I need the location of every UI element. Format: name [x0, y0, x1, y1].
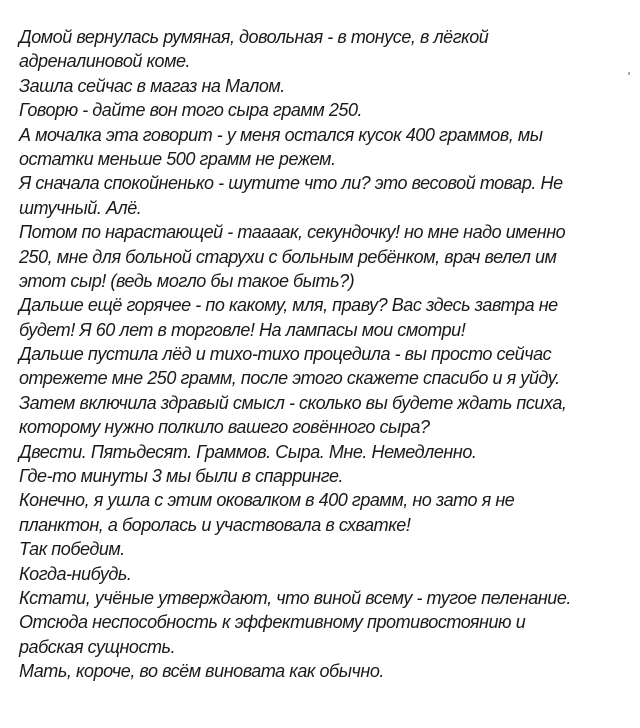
text-line: Где-то минуты 3 мы были в спарринге. — [19, 466, 344, 487]
text-line: А мочалка эта говорит - у меня остался кусок 400 граммов, мы — [19, 124, 543, 145]
text-line: рабская сущность. — [19, 636, 176, 657]
text-line: Мать, короче, во всём виновата как обычно. — [19, 661, 384, 682]
text-line: Зашла сейчас в магаз на Малом. — [19, 75, 285, 96]
text-line: Дальше ещё горячее - по какому, мля, праву? Вас здесь завтра не — [19, 295, 558, 316]
text-line: Когда-нибудь. — [19, 563, 132, 584]
text-line: Отсюда неспособность к эффективному противостоянию и — [19, 612, 526, 633]
text-line: Говорю - дайте вон того сыра грамм 250. — [19, 100, 363, 121]
text-line: Двести. Пятьдесят. Граммов. Сыра. Мне. Немедленно. — [19, 441, 477, 462]
text-line: Домой вернулась румяная, довольная - в тонусе, в лёгкой — [19, 27, 489, 47]
story-text — [19, 25, 571, 684]
text-line: Я сначала спокойненько - шутите что ли? это весовой товар. Не — [19, 173, 563, 194]
text-line: 250, мне для больной старухи с больным ребёнком, врач велел им — [19, 246, 557, 267]
text-line: Дальше пустила лёд и тихо-тихо процедила - вы просто сейчас — [19, 344, 552, 365]
text-line: Так победим. — [19, 539, 125, 560]
text-line: Конечно, я ушла с этим оковалком в 400 грамм, но зато я не — [19, 490, 515, 511]
image-artifact — [628, 72, 630, 75]
text-line: остатки меньше 500 грамм не режем. — [19, 148, 336, 169]
text-line: адреналиновой коме. — [19, 51, 191, 72]
text-line: Кстати, учёные утверждают, что виной всему - тугое пеленание. — [19, 587, 571, 608]
text-line: которому нужно полкило вашего говённого сыра? — [19, 417, 430, 438]
text-line: отрежете мне 250 грамм, после этого скажете спасибо и я уйду. — [19, 368, 560, 389]
text-line: Потом по нарастающей - таааак, секундочку! но мне надо именно — [19, 222, 566, 243]
text-line: планктон, а боролась и участвовала в схватке! — [19, 514, 411, 535]
text-line: будет! Я 60 лет в торговле! На лампасы мои смотри! — [19, 319, 466, 340]
text-line: этот сыр! (ведь могло бы такое быть?) — [19, 270, 355, 291]
text-line: штучный. Алё. — [19, 197, 142, 218]
text-line: Затем включила здравый смысл - сколько вы будете ждать психа, — [19, 392, 567, 413]
